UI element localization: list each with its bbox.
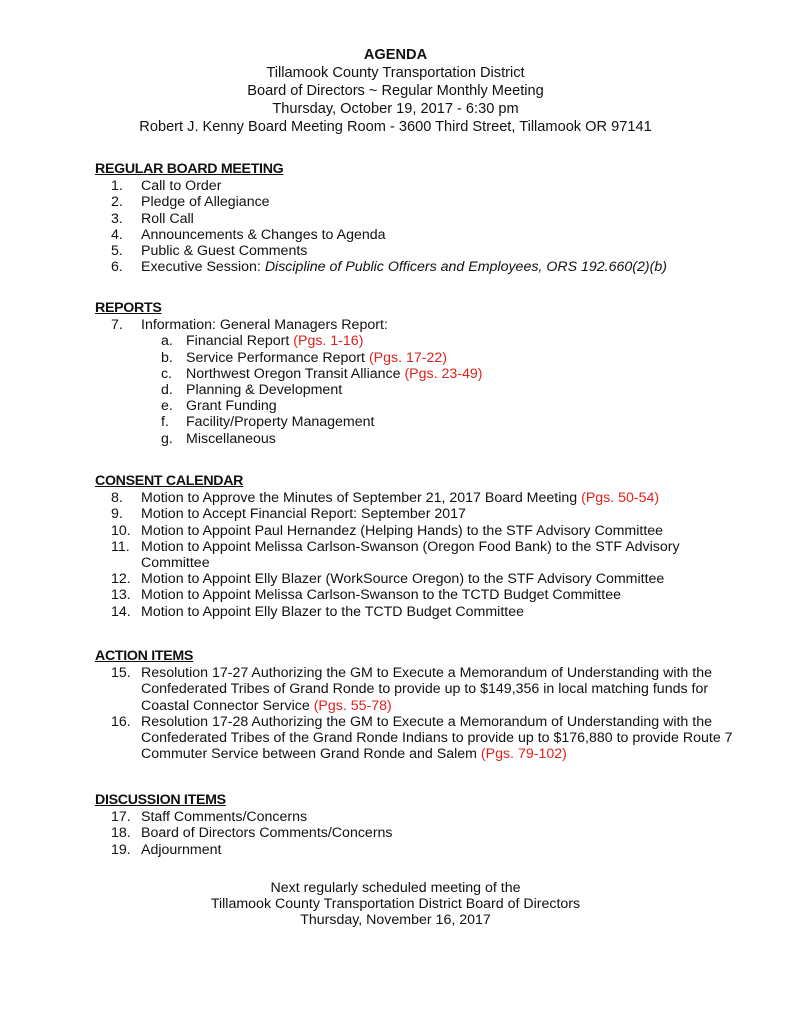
sub-item-letter: d. — [161, 382, 173, 399]
item-text: Roll Call — [141, 210, 194, 227]
agenda-item — [95, 809, 735, 825]
section-title: DISCUSSION ITEMS — [95, 792, 226, 808]
report-sub-item — [161, 398, 735, 414]
agenda-item — [95, 539, 735, 571]
agenda-item — [95, 714, 735, 763]
next-meeting-footer — [0, 880, 791, 929]
agenda-item — [95, 194, 735, 210]
item-text: Announcements & Changes to Agenda — [141, 226, 386, 243]
item-number: 12. — [111, 571, 131, 588]
item-number: 13. — [111, 587, 131, 604]
item-text: Resolution 17-27 Authorizing the GM to Execute a Memorandum of Understanding with the Confederated Tribes of Grand Ronde to provide up to $149,356 in local matching funds for Coastal Connector Service — [141, 665, 712, 714]
agenda-item — [95, 587, 735, 603]
agenda-item — [95, 825, 735, 841]
sub-item-letter: f. — [161, 414, 169, 431]
agenda-item — [95, 227, 735, 243]
item-number: 2. — [111, 194, 123, 211]
sub-item-text-container — [186, 398, 277, 414]
item-number: 16. — [111, 713, 131, 730]
footer-line: Thursday, November 16, 2017 — [300, 912, 491, 929]
item-text: Resolution 17-28 Authorizing the GM to Execute a Memorandum of Understanding with the Confederated Tribes of the Grand Ronde Indians to provide up to $176,880 to provide Route 7 Commuter Service between Grand Ronde and Salem — [141, 713, 733, 763]
report-sub-item — [161, 431, 735, 447]
footer-line: Next regularly scheduled meeting of the — [270, 880, 521, 896]
item-text-container — [141, 539, 735, 571]
item-text: Public & Guest Comments — [141, 243, 308, 260]
item-text-container — [141, 227, 735, 243]
item-text-container — [141, 665, 735, 714]
item-text: Motion to Appoint Paul Hernandez (Helping Hands) to the STF Advisory Committee — [141, 522, 664, 539]
item-text: Information: General Managers Report: — [141, 317, 388, 334]
meeting-name: Board of Directors ~ Regular Monthly Meeting — [247, 83, 544, 99]
report-sub-item — [161, 414, 735, 430]
item-number: 6. — [111, 259, 123, 276]
sub-item-text-container — [186, 333, 363, 349]
agenda-item — [95, 506, 735, 522]
page-reference: (Pgs. 23-49) — [404, 365, 483, 382]
item-text: Motion to Appoint Elly Blazer (WorkSource Oregon) to the STF Advisory Committee — [141, 571, 665, 588]
item-number: 3. — [111, 210, 123, 227]
meeting-location: Robert J. Kenny Board Meeting Room - 3600 Third Street, Tillamook OR 97141 — [139, 119, 652, 135]
item-text: Motion to Appoint Melissa Carlson-Swanson to the TCTD Budget Committee — [141, 587, 621, 604]
item-text-container — [141, 604, 735, 620]
sub-item-text: Service Performance Report — [186, 349, 369, 366]
sub-item-text-container — [186, 366, 483, 382]
item-text-container — [141, 571, 735, 587]
item-text-container — [141, 194, 735, 210]
section-title: CONSENT CALENDAR — [95, 473, 244, 489]
item-number: 9. — [111, 506, 123, 523]
sub-item-letter: c. — [161, 365, 173, 382]
item-text-container — [141, 259, 735, 275]
footer-line: Tillamook County Transportation District Board of Directors — [210, 896, 581, 913]
sub-item-letter: g. — [161, 430, 173, 447]
item-text: Board of Directors Comments/Concerns — [141, 825, 393, 842]
page-reference: (Pgs. 50-54) — [581, 490, 660, 507]
section-regular-board-meeting — [95, 161, 735, 275]
agenda-item — [95, 571, 735, 587]
report-sub-item — [161, 333, 735, 349]
section-action-items — [95, 648, 735, 762]
item-number: 10. — [111, 522, 131, 539]
page-reference: (Pgs. 79-102) — [480, 746, 567, 763]
item-number: 14. — [111, 603, 131, 620]
agenda-header — [0, 46, 791, 136]
sub-item-text: Planning & Development — [186, 382, 343, 399]
item-text-container — [141, 178, 735, 194]
item-number: 19. — [111, 841, 131, 858]
item-text: Executive Session: — [141, 259, 265, 276]
item-text-container — [141, 506, 735, 522]
page-reference: (Pgs. 17-22) — [368, 349, 448, 366]
agenda-item — [95, 211, 735, 227]
item-text-container — [141, 243, 735, 259]
sub-item-text: Northwest Oregon Transit Alliance — [186, 365, 405, 382]
agenda-item — [95, 317, 735, 333]
agenda-item — [95, 243, 735, 259]
agenda-item — [95, 842, 735, 858]
item-number: 18. — [111, 825, 131, 842]
item-text-container — [141, 825, 735, 841]
item-number: 5. — [111, 243, 123, 260]
item-text: Motion to Appoint Melissa Carlson-Swanson (Oregon Food Bank) to the STF Advisory Committee — [141, 538, 680, 572]
item-text-container — [141, 714, 735, 763]
agenda-item — [95, 523, 735, 539]
organization-name: Tillamook County Transportation District — [266, 65, 525, 81]
item-text-container — [141, 587, 735, 603]
item-text: Staff Comments/Concerns — [141, 809, 308, 826]
item-number: 8. — [111, 490, 123, 507]
meeting-datetime: Thursday, October 19, 2017 - 6:30 pm — [272, 101, 519, 117]
sub-item-text-container — [186, 350, 447, 366]
page-reference: (Pgs. 1-16) — [293, 333, 364, 350]
section-title: REGULAR BOARD MEETING — [95, 161, 284, 177]
agenda-title: AGENDA — [363, 47, 428, 63]
sub-item-text-container — [186, 382, 342, 398]
item-text-container — [141, 809, 735, 825]
item-italic-text: Discipline of Public Officers and Employees, ORS 192.660(2)(b) — [264, 259, 667, 276]
sub-item-text: Miscellaneous — [186, 430, 276, 447]
section-discussion-items — [95, 792, 735, 858]
item-text-container — [141, 490, 735, 506]
sub-item-letter: e. — [161, 398, 173, 415]
sub-item-letter: a. — [161, 333, 173, 350]
sub-item-text: Financial Report — [186, 333, 294, 350]
agenda-item — [95, 178, 735, 194]
report-sub-item — [161, 366, 735, 382]
agenda-item — [95, 490, 735, 506]
item-number: 4. — [111, 226, 123, 243]
section-reports — [95, 300, 735, 447]
item-text: Adjournment — [141, 841, 222, 858]
sub-item-text-container — [186, 414, 374, 430]
page-reference: (Pgs. 55-78) — [313, 697, 392, 714]
item-number: 11. — [111, 538, 130, 555]
sub-item-letter: b. — [161, 349, 173, 366]
item-text: Motion to Approve the Minutes of September 21, 2017 Board Meeting — [141, 490, 582, 507]
sub-item-text-container — [186, 431, 276, 447]
item-text: Call to Order — [141, 178, 222, 195]
section-title: ACTION ITEMS — [95, 648, 194, 664]
item-text-container — [141, 211, 735, 227]
sub-item-text: Grant Funding — [186, 398, 277, 415]
item-text-container — [141, 523, 735, 539]
item-number: 17. — [111, 809, 131, 826]
item-text: Motion to Accept Financial Report: September 2017 — [141, 506, 466, 523]
agenda-item — [95, 259, 735, 275]
report-sub-item — [161, 350, 735, 366]
section-consent-calendar — [95, 473, 735, 620]
report-sub-item — [161, 382, 735, 398]
agenda-item — [95, 604, 735, 620]
section-title: REPORTS — [95, 300, 162, 316]
item-text: Pledge of Allegiance — [141, 194, 270, 211]
item-number: 1. — [111, 178, 123, 195]
sub-item-text: Facility/Property Management — [186, 414, 375, 431]
item-text: Motion to Appoint Elly Blazer to the TCTD Budget Committee — [141, 603, 524, 620]
agenda-item — [95, 665, 735, 714]
item-number: 15. — [111, 665, 131, 682]
item-text-container — [141, 842, 735, 858]
item-number: 7. — [111, 317, 123, 334]
